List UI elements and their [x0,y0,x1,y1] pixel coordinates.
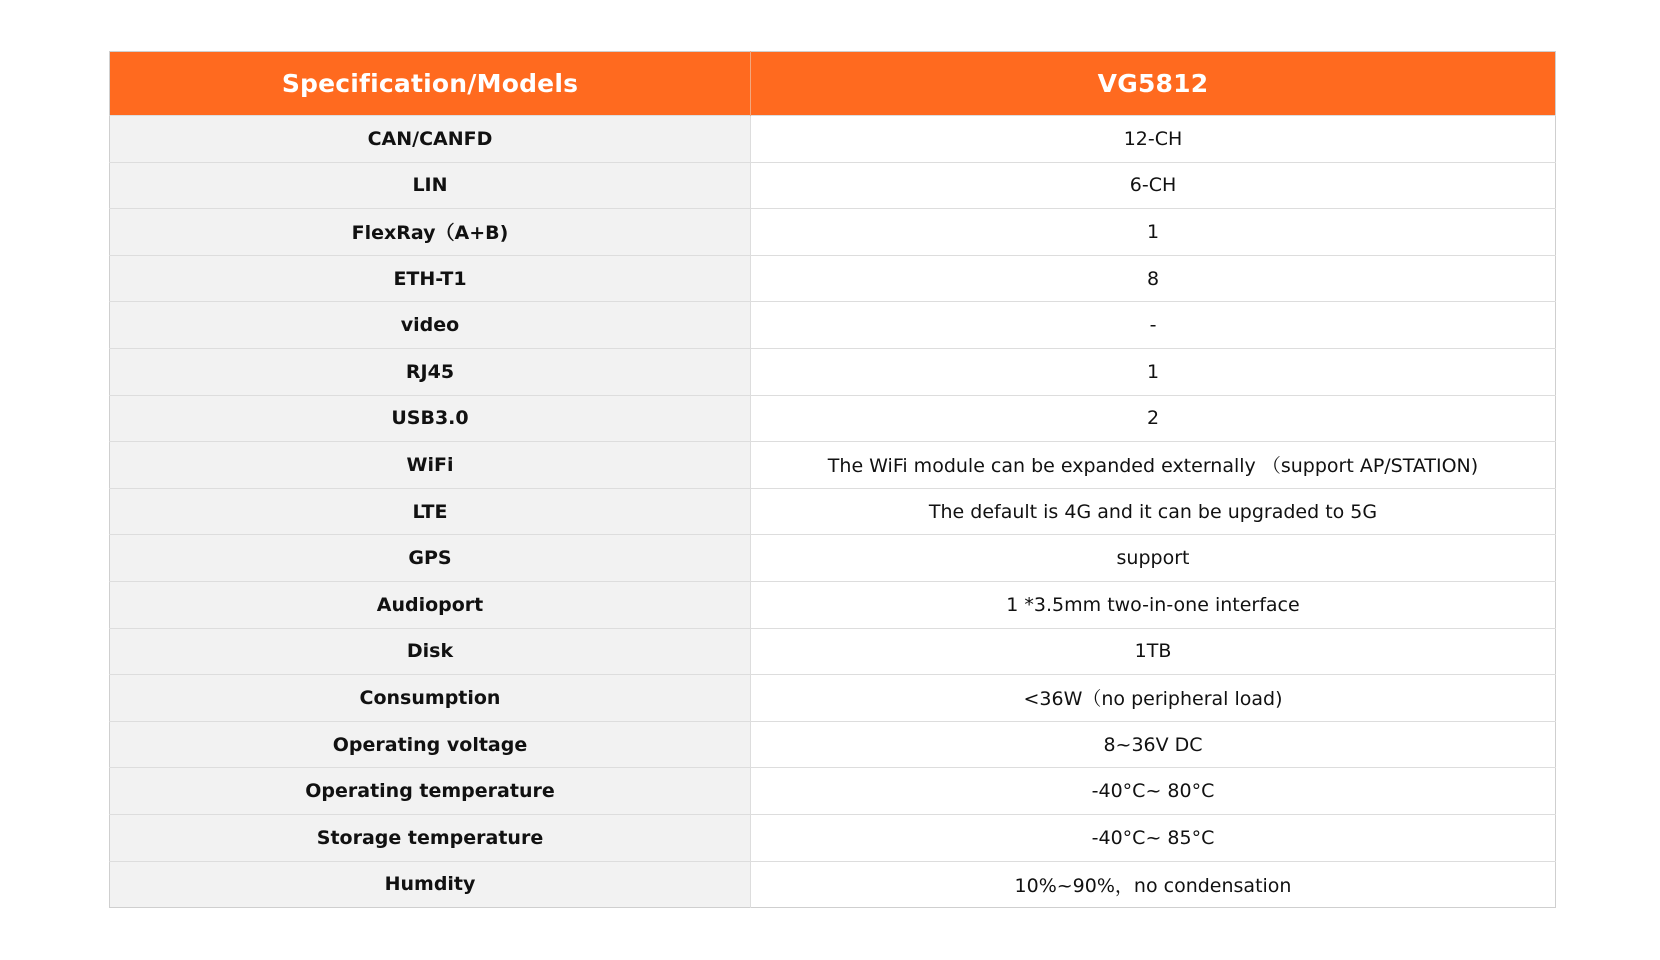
spec-label: WiFi [110,442,751,489]
spec-label: Consumption [110,675,751,722]
table-row [110,581,1556,628]
spec-label: LTE [110,488,751,535]
spec-label: GPS [110,535,751,582]
table-row [110,768,1556,815]
spec-value: 1TB [751,628,1556,675]
table-row [110,628,1556,675]
spec-label: Storage temperature [110,814,751,861]
spec-label: FlexRay（A+B) [110,209,751,256]
spec-label: USB3.0 [110,395,751,442]
header-row [110,52,1556,116]
header-spec-models: Specification/Models [110,52,751,116]
spec-value: - [751,302,1556,349]
spec-value: The default is 4G and it can be upgraded to 5G [751,488,1556,535]
spec-value: -40°C~ 85°C [751,814,1556,861]
spec-label: video [110,302,751,349]
spec-label: ETH-T1 [110,255,751,302]
spec-value: 6-CH [751,162,1556,209]
spec-label: CAN/CANFD [110,116,751,163]
spec-value: 12-CH [751,116,1556,163]
spec-value: The WiFi module can be expanded externally （support AP/STATION) [751,442,1556,489]
spec-value: 10%~90%，no condensation [751,861,1556,908]
table-row [110,348,1556,395]
spec-value: 8~36V DC [751,721,1556,768]
spec-value: <36W（no peripheral load) [751,675,1556,722]
table-row [110,675,1556,722]
table-row [110,442,1556,489]
table-row [110,721,1556,768]
table-row [110,255,1556,302]
spec-value: 1 [751,209,1556,256]
spec-value: 2 [751,395,1556,442]
spec-value: 1 [751,348,1556,395]
table-row [110,488,1556,535]
table-row [110,535,1556,582]
header-model-name: VG5812 [751,52,1556,116]
table-row [110,814,1556,861]
spec-label: Operating voltage [110,721,751,768]
table-row [110,116,1556,163]
spec-label: Operating temperature [110,768,751,815]
spec-table [109,51,1556,908]
table-header [110,52,1556,116]
spec-label: Humdity [110,861,751,908]
spec-value: support [751,535,1556,582]
table-row [110,395,1556,442]
spec-label: Audioport [110,581,751,628]
table-row [110,209,1556,256]
spec-label: LIN [110,162,751,209]
spec-value: -40°C~ 80°C [751,768,1556,815]
table-row [110,302,1556,349]
table-row [110,861,1556,908]
table-row [110,162,1556,209]
spec-value: 1 *3.5mm two-in-one interface [751,581,1556,628]
spec-label: Disk [110,628,751,675]
table-body [110,116,1556,908]
spec-label: RJ45 [110,348,751,395]
spec-value: 8 [751,255,1556,302]
